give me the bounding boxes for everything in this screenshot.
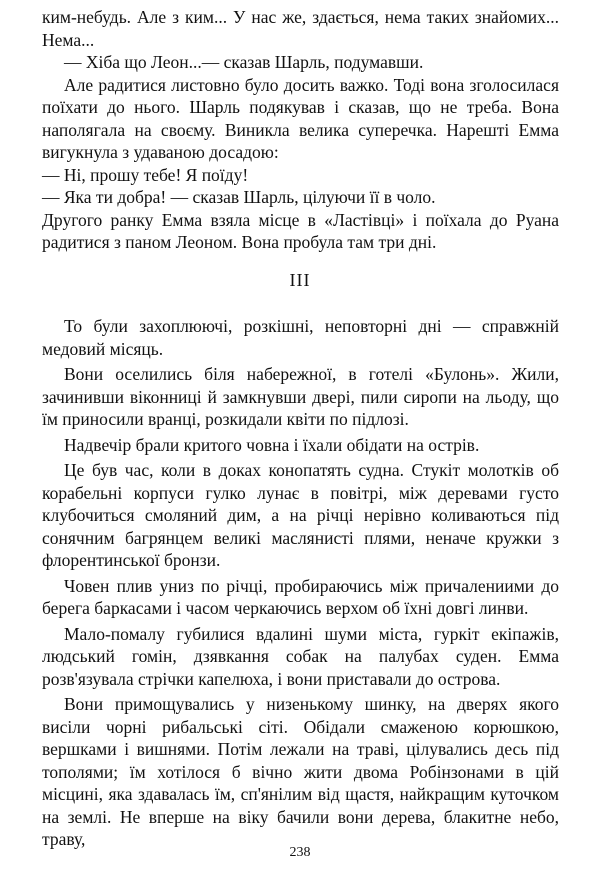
chapter-heading: III (289, 270, 311, 290)
paragraph: Другого ранку Емма взяла місце в «Ластівці» і поїхала до Руана радитися з паном Леоном. Вона пробула там три дні. (42, 209, 559, 252)
paragraph: Вони примощувались у низенькому шинку, на дверях якого висіли чорні рибальські сіті. Обідали смаженою корюшкою, вершками і вишнями. Потім лежали на траві, цілувались десь під тополями; їм хотілося б вічно жити двома Робінзонами в цій місцині, яка здавалась їм, сп'янілим від щастя, найкращим куточком на землі. Не вперше на віку бачили вони дерева, блакитне небо, траву, (42, 694, 559, 849)
paragraph: То були захоплюючі, розкішні, неповторні дні — справжній медовий місяць. (42, 316, 559, 359)
page-number: 238 (289, 845, 311, 860)
paragraph: Надвечір брали критого човна і їхали обідати на острів. (64, 434, 480, 455)
paragraph: Але радитися листовно було досить важко. Тоді вона зголосилася поїхати до нього. Шарль подякував і сказав, що не треба. Вона наполягала на своєму. Виникла велика суперечка. Нарешті Емма вигукнула з удаваною досадою: (42, 74, 559, 162)
dialog-line: — Хіба що Леон...— сказав Шарль, подумавши. (64, 52, 424, 72)
text-block-top (42, 6, 559, 254)
dialog-line: — Яка ти добра! — сказав Шарль, цілуючи її в чоло. (42, 187, 436, 207)
paragraph: Вони оселились біля набережної, в готелі «Булонь». Жили, зачинивши віконниці й замкнувши двері, пили сиропи на льоду, що їм приносили вранці, розкидали квіти по підлозі. (42, 364, 559, 429)
paragraph: ким-небудь. Але з ким... У нас же, здається, нема таких знайомих... Нема... (42, 7, 559, 50)
paragraph: Це був час, коли в доках конопатять судна. Стукіт молотків об корабельні корпуси гулко лунає в повітрі, між деревами густо клубочиться смоляний дим, а на річці нерівно коливаються під сонячним багрянцем великі маслянисті плями, неначе кружки з флорентинської бронзи. (42, 460, 559, 570)
paragraph: Човен плив униз по річці, пробираючись між причалениими до берега баркасами і часом черкаючись верхом об їхні довгі линви. (42, 575, 559, 618)
text-block-bottom (42, 315, 559, 851)
paragraph: Мало-помалу губилися вдалині шуми міста, гуркіт екіпажів, людський гомін, дзявкання собак на палубах суден. Емма розв'язувала стрічки капелюха, і вони приставали до острова. (42, 623, 559, 689)
dialog-line: — Ні, прошу тебе! Я поїду! (42, 164, 249, 185)
